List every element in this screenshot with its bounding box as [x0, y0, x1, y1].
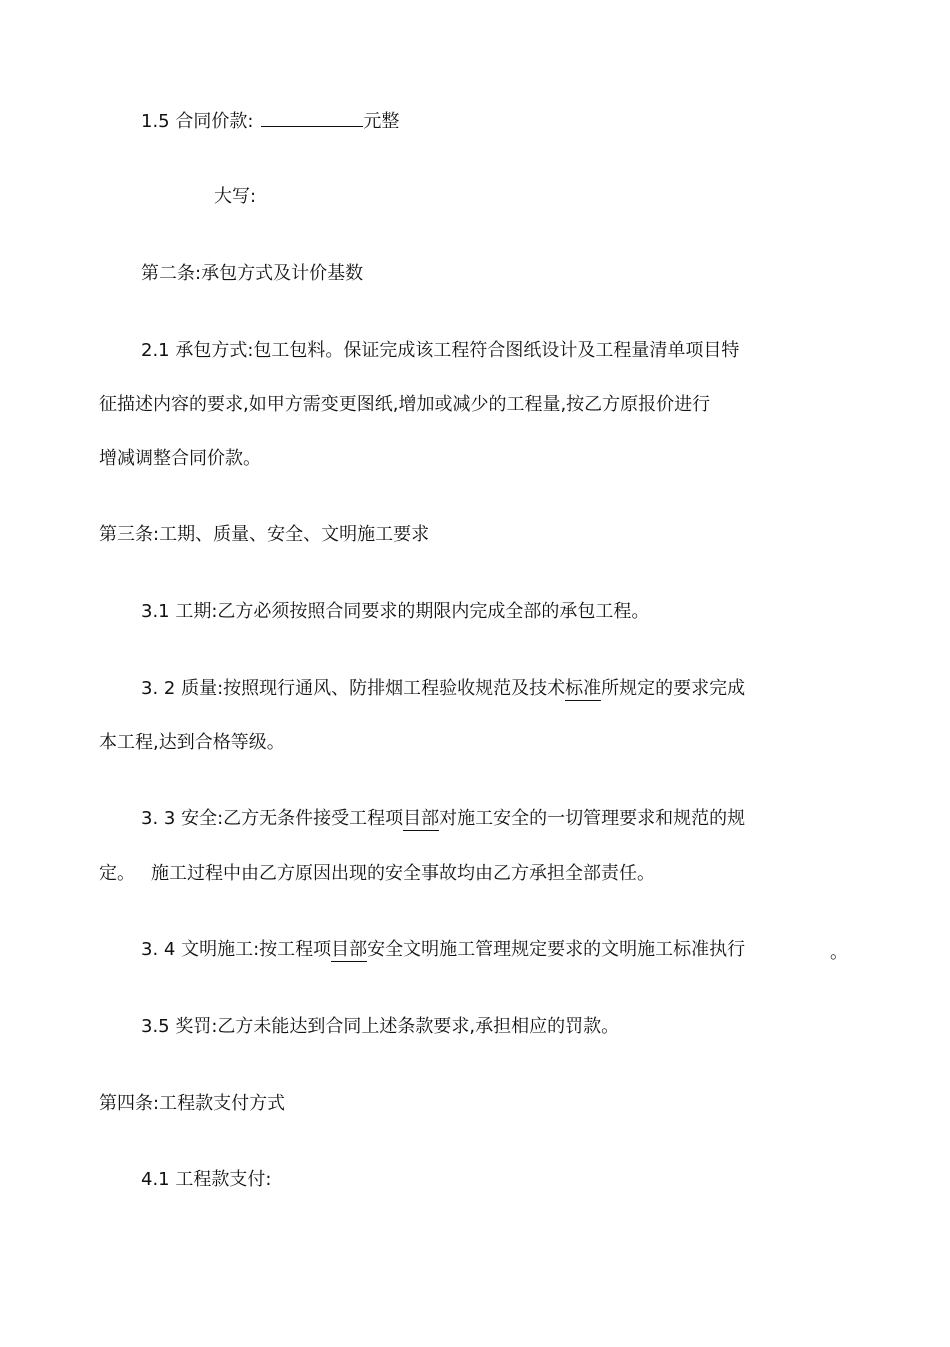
clause-3-3-line-2-rest: 施工过程中由乙方原因出现的安全事故均由乙方承担全部责任。	[151, 863, 655, 884]
clause-3-2-pre: 3. 2 质量:按照现行通风、防排烟工程验收规范及技术	[141, 678, 566, 699]
clause-3-2-post: 所规定的要求完成	[601, 678, 746, 699]
clause-3-3-line-1	[141, 807, 745, 831]
clause-3-2-underlined-term: 标准	[565, 678, 602, 699]
article-2-title: 第二条:承包方式及计价基数	[141, 263, 364, 284]
clause-3-1: 3.1 工期:乙方必须按照合同要求的期限内完成全部的承包工程。	[141, 601, 650, 622]
clause-1-5-contract-price	[141, 108, 399, 132]
clause-3-4-pre: 3. 4 文明施工:按工程项	[141, 939, 332, 960]
clause-3-4-period: 。	[830, 942, 848, 963]
clause-3-2-line-1	[141, 677, 745, 701]
clause-3-3-pre: 3. 3 安全:乙方无条件接受工程项	[141, 808, 404, 829]
clause-4-1: 4.1 工程款支付:	[141, 1169, 272, 1190]
clause-3-3-post: 对施工安全的一切管理要求和规范的规	[439, 808, 746, 829]
clause-3-4	[141, 938, 745, 962]
clause-3-4-underlined-term: 目部	[331, 939, 368, 960]
clause-2-1-line-2: 征描述内容的要求,如甲方需变更图纸,增加或减少的工程量,按乙方原报价进行	[99, 394, 711, 415]
clause-2-1-line-1: 2.1 承包方式:包工包料。保证完成该工程符合图纸设计及工程量清单项目特	[141, 340, 740, 361]
clause-1-5-label: 1.5 合同价款:	[141, 111, 254, 132]
clause-3-2-line-2: 本工程,达到合格等级。	[99, 732, 285, 753]
clause-2-1-line-3: 增减调整合同价款。	[99, 448, 261, 469]
contract-price-uppercase: 大写:	[214, 186, 257, 207]
contract-price-blank	[261, 108, 363, 127]
contract-price-suffix: 元整	[363, 111, 400, 132]
article-4-title: 第四条:工程款支付方式	[99, 1093, 286, 1114]
article-3-title: 第三条:工期、质量、安全、文明施工要求	[99, 524, 430, 545]
clause-3-3-underlined-term: 目部	[403, 808, 440, 829]
clause-3-5: 3.5 奖罚:乙方未能达到合同上述条款要求,承担相应的罚款。	[141, 1016, 620, 1037]
clause-3-3-line-2-start: 定。	[99, 863, 135, 884]
clause-3-4-post: 安全文明施工管理规定要求的文明施工标准执行	[367, 939, 746, 960]
clause-3-3-line-2	[99, 862, 655, 886]
